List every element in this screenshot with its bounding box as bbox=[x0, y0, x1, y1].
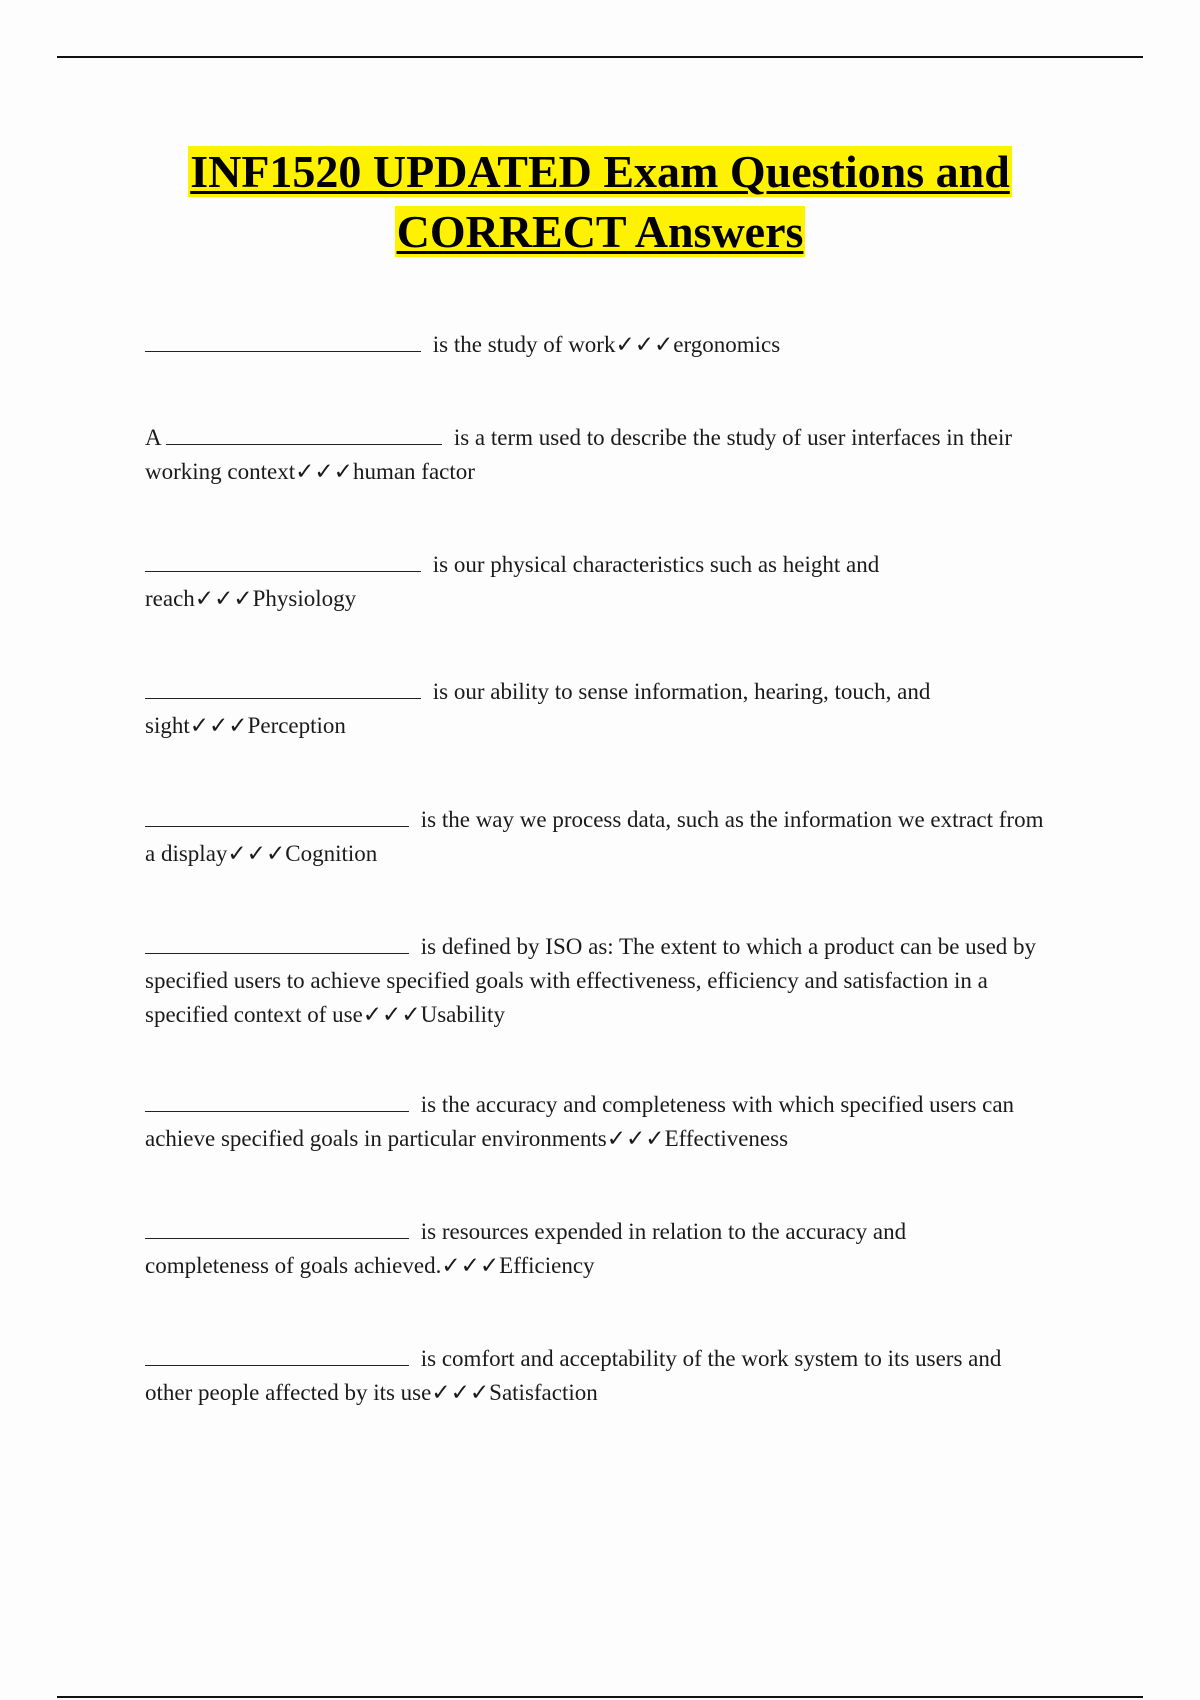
title-line-1: INF1520 UPDATED Exam Questions and bbox=[190, 146, 1010, 197]
check-marks: ✓✓✓ bbox=[227, 841, 286, 866]
answer-blank bbox=[145, 1216, 409, 1239]
answer: Cognition bbox=[285, 841, 378, 866]
bottom-rule bbox=[57, 1696, 1143, 1698]
answer-blank bbox=[145, 1343, 409, 1366]
question-7: is the accuracy and completeness with which specified users can achieve specified goals in particular environments✓✓✓Effectiveness bbox=[145, 1088, 1050, 1156]
check-marks: ✓✓✓ bbox=[194, 586, 253, 611]
answer: Effectiveness bbox=[664, 1126, 789, 1151]
answer: ergonomics bbox=[673, 332, 781, 357]
title-line-2: CORRECT Answers bbox=[396, 206, 804, 257]
answer-blank bbox=[145, 676, 421, 699]
answer-blank bbox=[166, 422, 442, 445]
answer: Efficiency bbox=[499, 1253, 595, 1278]
answer: human factor bbox=[352, 459, 475, 484]
answer: Satisfaction bbox=[489, 1380, 598, 1405]
check-marks: ✓✓✓ bbox=[441, 1253, 500, 1278]
check-marks: ✓✓✓ bbox=[189, 713, 248, 738]
answer-blank bbox=[145, 549, 421, 572]
question-9: is comfort and acceptability of the work system to its users and other people affected by its use✓✓✓Satisfaction bbox=[145, 1342, 1050, 1410]
question-8: is resources expended in relation to the accuracy and completeness of goals achieved.✓✓✓Efficiency bbox=[145, 1215, 945, 1283]
answer-blank bbox=[145, 931, 409, 954]
question-1: is the study of work✓✓✓ergonomics bbox=[145, 328, 1050, 362]
check-marks: ✓✓✓ bbox=[606, 1126, 665, 1151]
answer-blank bbox=[145, 329, 421, 352]
answer-blank bbox=[145, 804, 409, 827]
answer: Perception bbox=[247, 713, 346, 738]
check-marks: ✓✓✓ bbox=[295, 459, 353, 484]
question-3: is our physical characteristics such as height and reach✓✓✓Physiology bbox=[145, 548, 905, 616]
question-6: is defined by ISO as: The extent to which a product can be used by specified users to achieve specified goals with effectiveness, efficiency and satisfaction in a specified context of use✓✓✓Usability bbox=[145, 930, 1050, 1032]
question-2: A is a term used to describe the study of user interfaces in their working context✓✓✓human factor bbox=[145, 421, 1050, 489]
question-5: is the way we process data, such as the information we extract from a display✓✓✓Cognition bbox=[145, 803, 1050, 871]
answer-blank bbox=[145, 1089, 409, 1112]
top-rule bbox=[57, 56, 1143, 58]
check-marks: ✓✓✓ bbox=[362, 1002, 421, 1027]
question-4: is our ability to sense information, hearing, touch, and sight✓✓✓Perception bbox=[145, 675, 965, 743]
answer: Usability bbox=[420, 1002, 505, 1027]
answer: Physiology bbox=[252, 586, 357, 611]
check-marks: ✓✓✓ bbox=[431, 1380, 490, 1405]
check-marks: ✓✓✓ bbox=[615, 332, 674, 357]
document-title bbox=[0, 142, 1200, 262]
